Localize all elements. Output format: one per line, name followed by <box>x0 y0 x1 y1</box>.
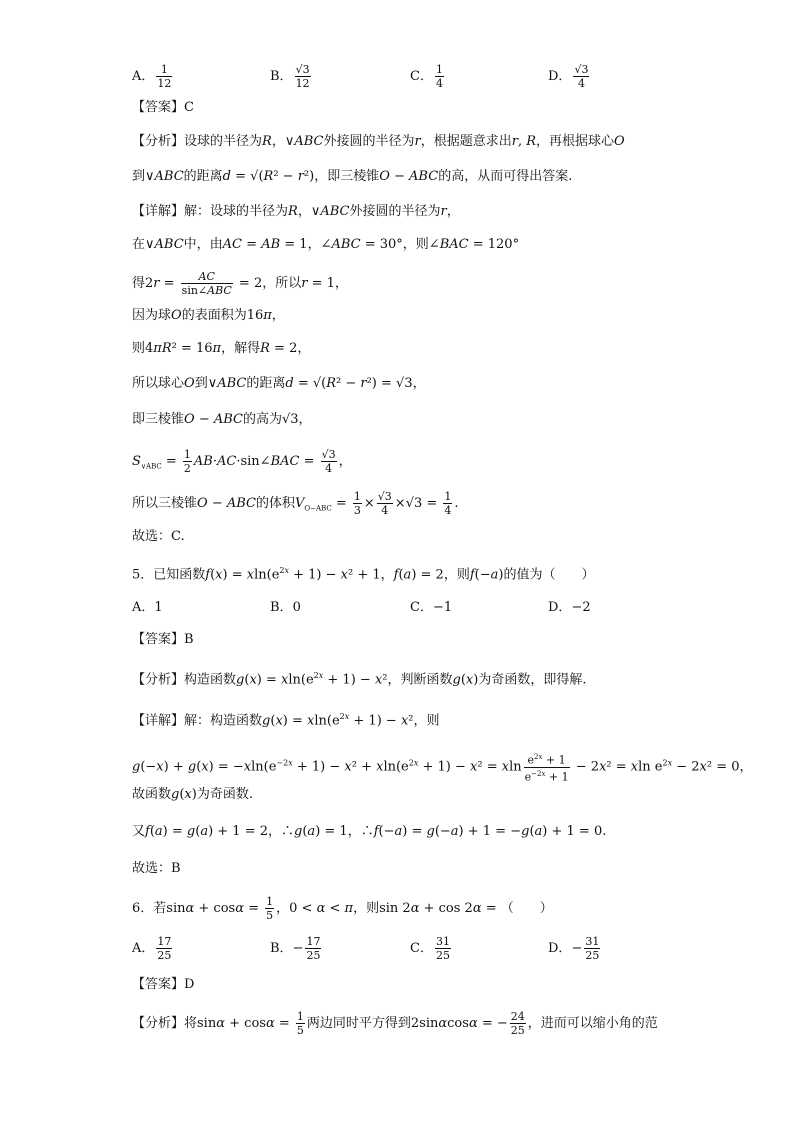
option-d: D．− $\frac{31}{25}$ <box>548 935 600 962</box>
option-b: B．− $\frac{17}{25}$ <box>270 935 321 962</box>
option-a: A．1 <box>132 600 163 615</box>
text-line: 因为球O的表面积为16π， <box>132 308 285 323</box>
text-line: 【分析】设球的半径为R，∨ABC外接圆的半径为r，根据题意求出r, R，再根据球心O <box>132 134 625 149</box>
text-line: 【答案】B <box>132 632 194 647</box>
text-line: 【答案】D <box>132 977 195 992</box>
option-d: D． $\frac{√3}{4}$ <box>548 63 589 90</box>
text-line: $g(-x) + g(x) = -xln(e^{-2x} + 1) - x^2 + xln(e^{2x} + 1) - x^2 = xln$ $\frac{e^{2x} + 1}{e^{-2x} + 1}$ − 2x² = xln $e^{2x} - 2x^2 = 0$， <box>132 753 753 784</box>
option-c: C． $\frac{1}{4}$ <box>410 63 443 90</box>
text-line: 故函数g(x)为奇函数. <box>132 787 253 802</box>
option-d: D．−2 <box>548 600 591 615</box>
text-line: 所以三棱锥O − ABC的体积$V_{O-ABC}$ = $\frac{1}{3}$ × $\frac{√3}{4}$ ×√3 = $\frac{1}{4}$ . <box>132 490 459 517</box>
option-c: C． $\frac{31}{25}$ <box>410 935 450 962</box>
text-line: 【详解】解：构造函数$g(x) = xln(e^{2x} + 1) - x^2$，则 <box>132 712 440 729</box>
option-c: C．−1 <box>410 600 453 615</box>
text-line: 所以球心O到∨ABC的距离d = √(R² − r²) = √3， <box>132 376 426 391</box>
text-line: 【详解】解：设球的半径为R，∨ABC外接圆的半径为r， <box>132 204 460 219</box>
option-b: B． $\frac{√3}{12}$ <box>270 63 310 90</box>
text-line: 【分析】构造函数$g(x) = xln(e^{2x} + 1) - x^2$，判断函数g(x)为奇函数，即得解. <box>132 671 587 688</box>
text-line: 5．已知函数$f(x) = xln(e^{2x} + 1) - x^2 + 1$，f(a) = 2，则f(−a)的值为（ ） <box>132 566 595 583</box>
text-line: 故选：B <box>132 861 181 876</box>
option-a: A． $\frac{17}{25}$ <box>132 935 172 962</box>
text-line: 则4πR² = 16π，解得R = 2， <box>132 341 311 356</box>
option-a: A． $\frac{1}{12}$ <box>132 63 172 90</box>
text-line: 6．若sinα + cosα = $\frac{1}{5}$ ，0 < α < π，则sin 2α + cos 2α = （ ） <box>132 895 553 922</box>
text-line: 在∨ABC中，由AC = AB = 1，∠ABC = 30°，则∠BAC = 120° <box>132 237 520 252</box>
text-line: $S_{\vee ABC}$ = $\frac{1}{2}$ AB·AC·sin∠BAC = $\frac{√3}{4}$ ， <box>132 448 352 475</box>
text-line: 到∨ABC的距离d = √(R² − r²)，即三棱锥O − ABC的高，从而可得出答案. <box>132 169 573 184</box>
option-b: B．0 <box>270 600 301 615</box>
text-line: 得2r = $\frac{AC}{\text{sin∠ABC}}$ = 2，所以r = 1， <box>132 270 348 297</box>
text-line: 故选：C. <box>132 529 185 544</box>
text-line: 即三棱锥O − ABC的高为√3， <box>132 412 312 427</box>
text-line: 【答案】C <box>132 100 194 115</box>
text-line: 又f(a) = g(a) + 1 = 2，∴g(a) = 1，∴f(−a) = g(−a) + 1 = −g(a) + 1 = 0. <box>132 824 607 839</box>
text-line: 【分析】将sinα + cosα = $\frac{1}{5}$ 两边同时平方得到2sinαcosα = − $\frac{24}{25}$ ，进而可以缩小角的范 <box>132 1010 658 1037</box>
